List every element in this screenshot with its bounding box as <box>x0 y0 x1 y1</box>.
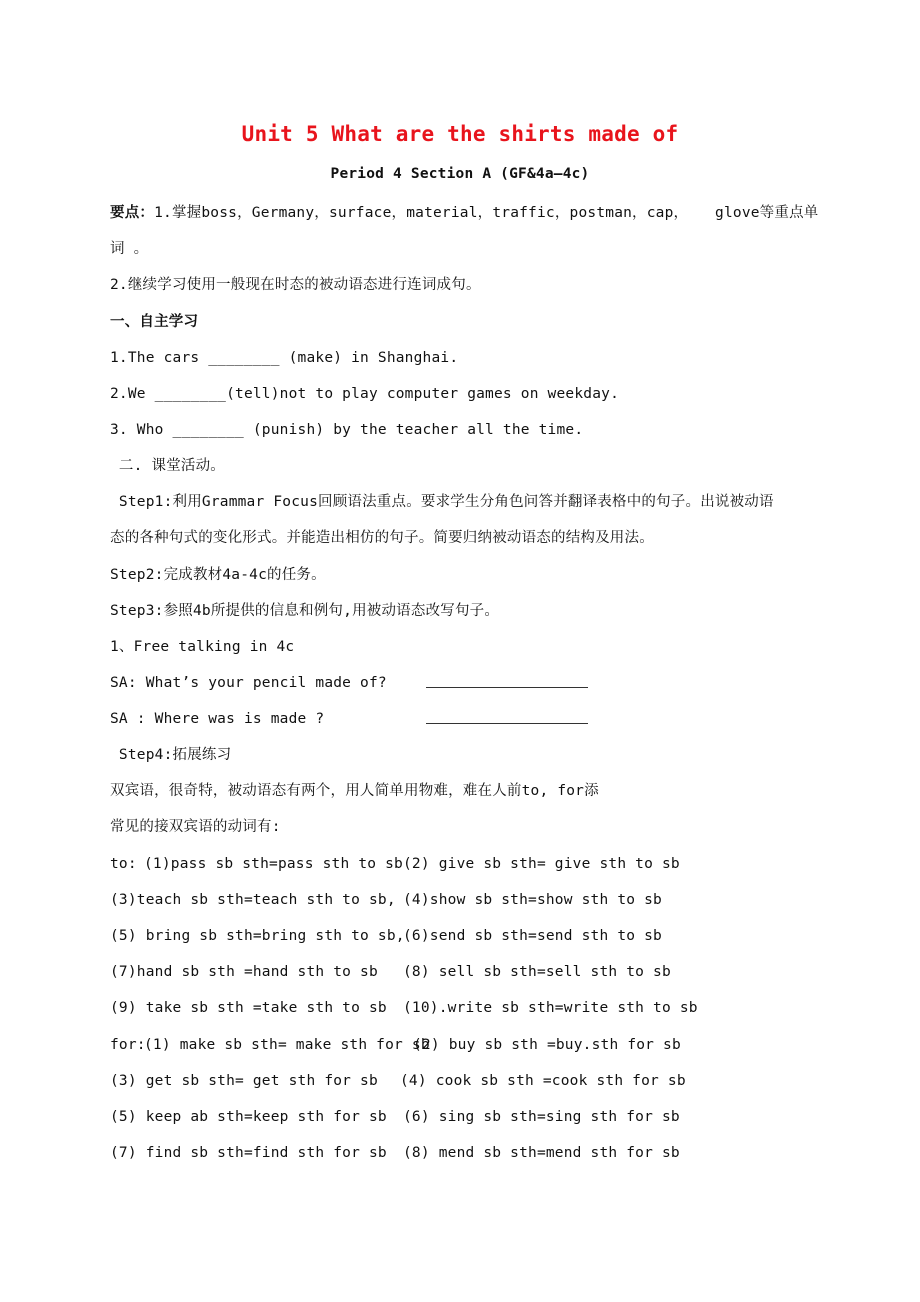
to-verb-item: (7)hand sb sth =hand sth to sb <box>110 964 378 980</box>
for-verb-item: (5) keep ab sth=keep sth for sb <box>110 1109 387 1125</box>
exercise-2: 2.We ________(tell)not to play computer games on weekday. <box>110 386 619 402</box>
step1-line1: Step1:利用Grammar Focus回顾语法重点。要求学生分角色问答并翻译表格中的句子。出说被动语 <box>110 494 774 510</box>
key-points-line2: 2.继续学习使用一般现在时态的被动语态进行连词成句。 <box>110 277 481 293</box>
to-verb-item: (4)show sb sth=show sth to sb <box>403 892 662 908</box>
to-verb-item: (10).write sb sth=write sth to sb <box>403 1000 698 1016</box>
answer-blank-1 <box>426 673 588 694</box>
for-verb-item: (3) get sb sth= get sth for sb <box>110 1073 378 1089</box>
sa-question-1: SA: What’s your pencil made of? <box>110 675 387 691</box>
step3: Step3:参照4b所提供的信息和例句,用被动语态改写句子。 <box>110 603 500 619</box>
to-verb-item: (8) sell sb sth=sell sth to sb <box>403 964 671 980</box>
free-talking: 1、Free talking in 4c <box>110 639 295 655</box>
for-verb-item: (6) sing sb sth=sing sth for sb <box>403 1109 680 1125</box>
for-verb-item: (2) buy sb sth =buy.sth for sb <box>413 1037 681 1053</box>
exercise-1: 1.The cars ________ (make) in Shanghai. <box>110 350 459 366</box>
key-points-text: 1.掌握boss，Germany，surface，material，traffic，postman，cap， glove等重点单 <box>154 205 819 221</box>
to-verb-item: (9) take sb sth =take sth to sb <box>110 1000 387 1016</box>
rule-line2: 常见的接双宾语的动词有: <box>110 819 281 835</box>
for-verb-item: (4) cook sb sth =cook sth for sb <box>400 1073 686 1089</box>
for-verb-item: (8) mend sb sth=mend sth for sb <box>403 1145 680 1161</box>
key-points-line1 <box>110 203 818 223</box>
to-verb-item: (1)pass sb sth=pass sth to sb <box>144 856 403 872</box>
page-subtitle: Period 4 Section A (GF&4a—4c) <box>330 166 590 182</box>
to-verb-item: (5) bring sb sth=bring sth to sb, <box>110 928 405 944</box>
for-verb-item: (7) find sb sth=find sth for sb <box>110 1145 387 1161</box>
for-verb-item: (1) make sb sth= make sth for sb <box>144 1037 430 1053</box>
page-title: Unit 5 What are the shirts made of <box>241 122 679 146</box>
answer-blank-2 <box>426 709 588 730</box>
to-verb-item: (6)send sb sth=send sth to sb <box>403 928 662 944</box>
key-points-line1b: 词 。 <box>110 241 149 257</box>
step2: Step2:完成教材4a-4c的任务。 <box>110 567 326 583</box>
sa-question-2: SA : Where was is made ? <box>110 711 325 727</box>
key-points-label: 要点： <box>110 205 155 221</box>
section1-heading: 一、自主学习 <box>110 314 199 330</box>
exercise-3: 3. Who ________ (punish) by the teacher all the time. <box>110 422 584 438</box>
for-verbs-label: for: <box>110 1037 146 1053</box>
to-verbs-label: to: <box>110 856 137 872</box>
rule-line1: 双宾语，很奇特，被动语态有两个，用人简单用物难，难在人前to, for添 <box>110 783 599 799</box>
to-verb-item: (2) give sb sth= give sth to sb <box>403 856 680 872</box>
section2-heading: 二. 课堂活动。 <box>110 458 225 474</box>
step1-line2: 态的各种句式的变化形式。并能造出相仿的句子。简要归纳被动语态的结构及用法。 <box>110 530 654 546</box>
step4: Step4:拓展练习 <box>110 747 232 763</box>
to-verb-item: (3)teach sb sth=teach sth to sb, <box>110 892 396 908</box>
